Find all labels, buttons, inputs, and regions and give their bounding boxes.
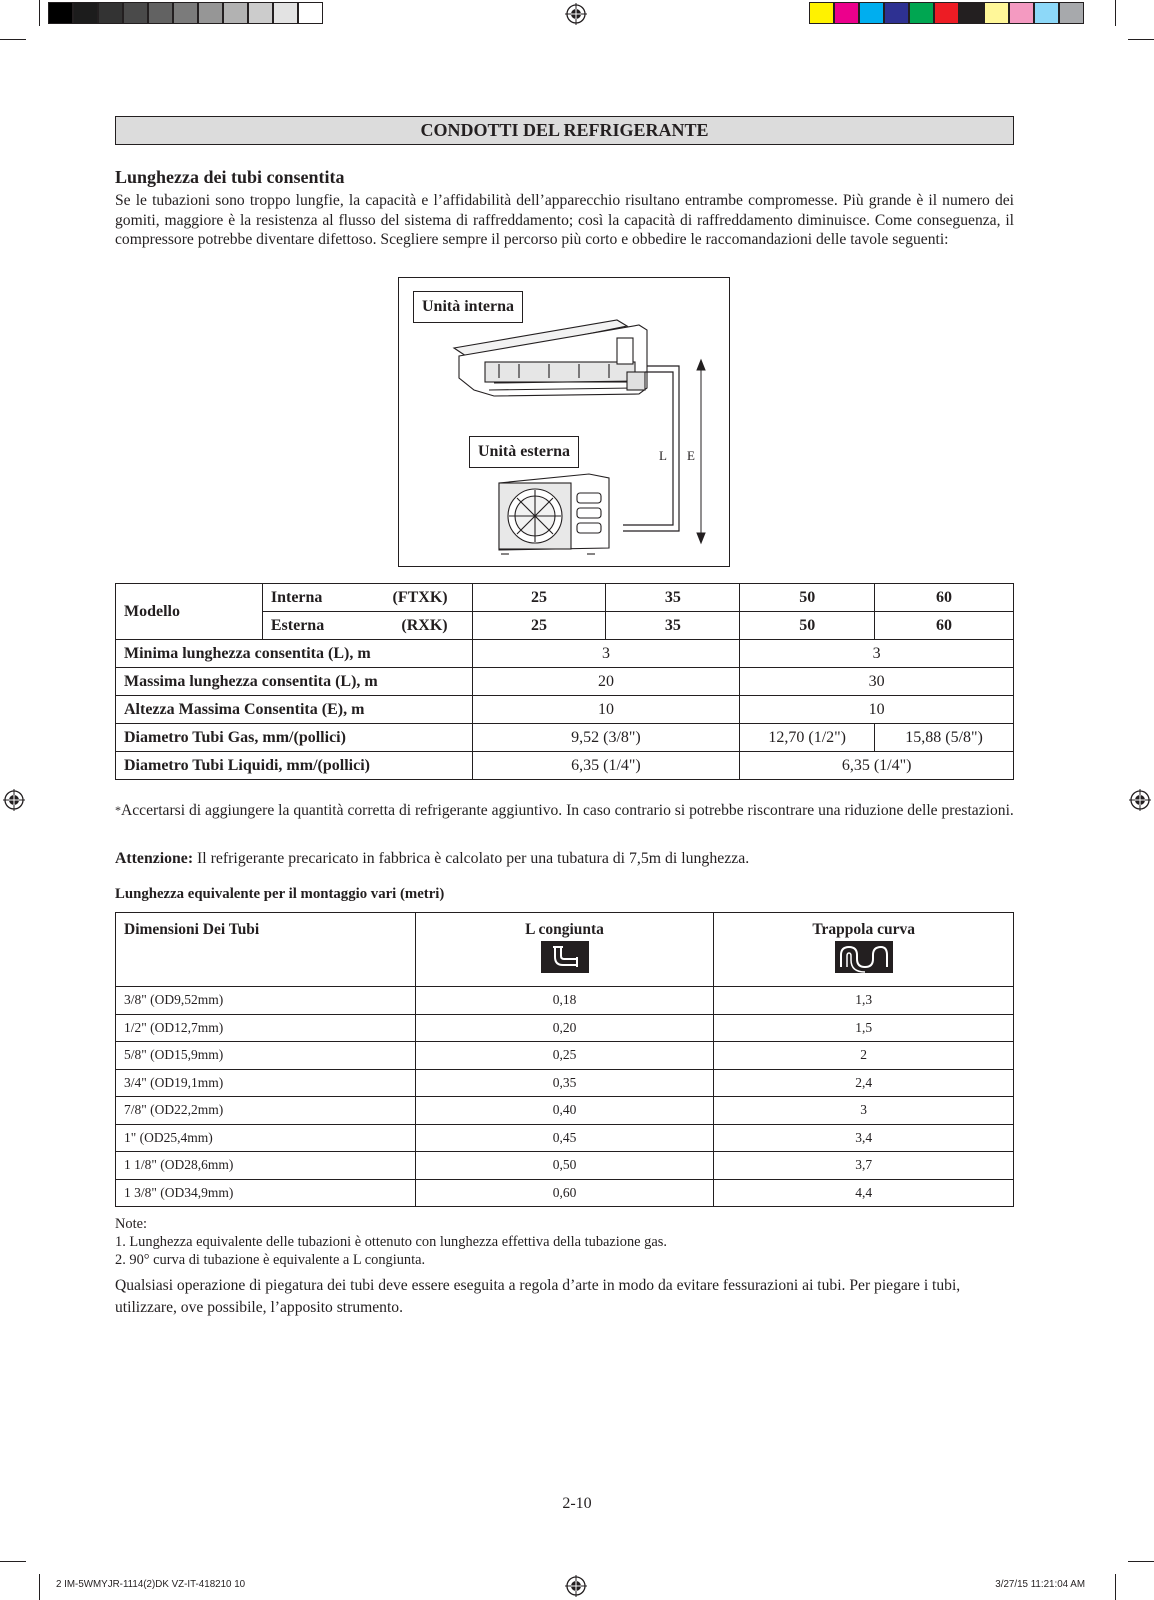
table-header-row (116, 913, 1014, 987)
value-cell: 3 (740, 640, 1014, 668)
attention-label: Attenzione: (115, 850, 194, 867)
section-heading: Lunghezza dei tubi consentita (115, 167, 345, 187)
table-row (116, 724, 1014, 752)
column-header-label: L congiunta (525, 921, 604, 938)
outdoor-label: Esterna (270, 616, 325, 634)
page-number: 2-10 (562, 1495, 592, 1512)
color-swatch (834, 2, 859, 24)
gray-swatch (223, 2, 248, 24)
table-row (116, 1124, 1014, 1152)
indoor-unit-illustration (454, 320, 647, 396)
size-cell: 25 (472, 584, 606, 612)
l-joint-value: 0,50 (415, 1152, 714, 1180)
outdoor-unit-label: Unità esterna (469, 436, 579, 468)
note-item: 2. 90° curva di tubazione è equivalente a L congiunta. (115, 1252, 426, 1268)
pipe-size-cell: 1/2" (OD12,7mm) (116, 1014, 416, 1042)
trap-bend-value: 3,7 (714, 1152, 1014, 1180)
l-joint-value: 0,45 (415, 1124, 714, 1152)
footer-timestamp: 3/27/15 11:21:04 AM (995, 1579, 1085, 1590)
value-cell: 10 (740, 696, 1014, 724)
gray-swatch (273, 2, 298, 24)
length-label: L (659, 448, 667, 463)
pipe-size-cell: 1" (OD25,4mm) (116, 1124, 416, 1152)
value-cell: 6,35 (1/4") (740, 752, 1014, 780)
outdoor-unit-illustration (499, 474, 609, 554)
value-cell: 6,35 (1/4") (472, 752, 740, 780)
asterisk-note: *Accertarsi di aggiungere la quantità corretta di refrigerante aggiuntivo. In caso contrario si potrebbe riscontrare una riduzione delle prestazioni. (115, 802, 1014, 819)
color-swatch (909, 2, 934, 24)
size-cell: 35 (606, 584, 740, 612)
trap-bend-value: 3 (714, 1097, 1014, 1125)
section-body: Se le tubazioni sono troppo lungfie, la capacità e l’affidabilità dell’apparecchio risultano entrambe compromesse. Più grande è il numero dei gomiti, maggiore è la resistenza al flusso del sistema di raffreddamento; così la capacità di raffreddamento diminuisce. Come conseguenza, il compressore potrebbe diventare difettoso. Scegliere sempre il percorso più corto e obbedire le raccomandazioni delle tavole seguenti: (115, 192, 1014, 249)
pipe-size-cell: 3/4" (OD19,1mm) (116, 1069, 416, 1097)
pipe-size-cell: 1 1/8" (OD28,6mm) (116, 1152, 416, 1180)
model-label: Modello (116, 584, 263, 640)
outdoor-code: (RXK) (401, 616, 448, 634)
color-swatch (1009, 2, 1034, 24)
gray-swatch (148, 2, 173, 24)
final-paragraph: Qualsiasi operazione di piegatura dei tubi deve essere eseguita a regola d’arte in modo da evitare fessurazioni ai tubi. Per piegare i tubi, utilizzare, ove possibile, l’apposito strumento. (115, 1277, 961, 1316)
color-swatch (859, 2, 884, 24)
page-title: CONDOTTI DEL REFRIGERANTE (115, 116, 1014, 145)
value-cell: 9,52 (3/8") (472, 724, 740, 752)
pipe-size-cell: 7/8" (OD22,2mm) (116, 1097, 416, 1125)
pipe-size-cell: 5/8" (OD15,9mm) (116, 1042, 416, 1070)
crop-mark (39, 0, 40, 26)
indoor-model-cell (262, 584, 472, 612)
table-row (116, 1042, 1014, 1070)
trap-bend-value: 1,5 (714, 1014, 1014, 1042)
value-cell: 20 (472, 668, 740, 696)
size-cell: 50 (740, 612, 875, 640)
table-row (116, 696, 1014, 724)
equivalent-length-title: Lunghezza equivalente per il montaggio vari (metri) (115, 886, 445, 902)
color-swatch (959, 2, 984, 24)
value-cell: 3 (472, 640, 740, 668)
table-row (116, 752, 1014, 780)
trap-bend-value: 1,3 (714, 987, 1014, 1015)
spec-table (115, 583, 1014, 780)
indoor-unit-label: Unità interna (413, 291, 523, 323)
gray-swatch (198, 2, 223, 24)
crop-mark (1115, 0, 1116, 26)
row-label: Altezza Massima Consentita (E), m (116, 696, 473, 724)
color-swatch (934, 2, 959, 24)
installation-diagram (398, 277, 730, 567)
crop-mark (39, 1574, 40, 1600)
gray-swatch (73, 2, 98, 24)
table-row (116, 1179, 1014, 1207)
height-label: E (687, 448, 695, 463)
note-item: 1. Lunghezza equivalente delle tubazioni è ottenuto con lunghezza effettiva della tubazione gas. (115, 1234, 667, 1250)
color-swatch (1034, 2, 1059, 24)
color-swatch (984, 2, 1009, 24)
registration-mark-icon (3, 789, 25, 811)
footer-file-info: 2 IM-5WMYJR-1114(2)DK VZ-IT-418210 10 (56, 1579, 246, 1590)
crop-mark (0, 39, 26, 40)
value-cell: 10 (472, 696, 740, 724)
indoor-label: Interna (270, 588, 323, 606)
trap-bend-value: 3,4 (714, 1124, 1014, 1152)
size-cell: 50 (740, 584, 875, 612)
color-swatch (809, 2, 834, 24)
table-row (116, 584, 1014, 612)
crop-mark (1128, 1561, 1154, 1562)
gray-swatch (173, 2, 198, 24)
value-cell: 30 (740, 668, 1014, 696)
gray-swatch (298, 2, 323, 24)
pipe-size-cell: 3/8" (OD9,52mm) (116, 987, 416, 1015)
equivalent-length-table (115, 912, 1014, 1207)
attention-note (115, 850, 749, 868)
gray-swatch (48, 2, 73, 24)
table-row (116, 1152, 1014, 1180)
l-joint-value: 0,60 (415, 1179, 714, 1207)
size-cell: 60 (875, 612, 1014, 640)
trap-bend-value: 4,4 (714, 1179, 1014, 1207)
crop-mark (1128, 39, 1154, 40)
trap-bend-icon (835, 941, 893, 973)
gray-swatch (248, 2, 273, 24)
notes-block (115, 1215, 1014, 1269)
table-row (116, 640, 1014, 668)
column-header-label: Dimensioni Dei Tubi (124, 921, 260, 938)
size-cell: 35 (606, 612, 740, 640)
column-header-l-joint (415, 913, 714, 987)
row-label: Diametro Tubi Gas, mm/(pollici) (116, 724, 473, 752)
row-label: Minima lunghezza consentita (L), m (116, 640, 473, 668)
gray-swatch (98, 2, 123, 24)
trap-bend-value: 2 (714, 1042, 1014, 1070)
registration-mark-icon (565, 1575, 587, 1597)
registration-mark-icon (1129, 789, 1151, 811)
l-joint-value: 0,20 (415, 1014, 714, 1042)
color-swatch (1059, 2, 1084, 24)
row-label: Massima lunghezza consentita (L), m (116, 668, 473, 696)
crop-mark (0, 1561, 26, 1562)
pipe-size-cell: 1 3/8" (OD34,9mm) (116, 1179, 416, 1207)
column-header-label: Trappola curva (812, 921, 915, 938)
column-header-pipe-size (116, 913, 416, 987)
l-joint-value: 0,40 (415, 1097, 714, 1125)
size-cell: 60 (875, 584, 1014, 612)
registration-mark-icon (565, 3, 587, 25)
trap-bend-value: 2,4 (714, 1069, 1014, 1097)
l-joint-icon (541, 941, 589, 973)
table-row (116, 1014, 1014, 1042)
table-row (116, 668, 1014, 696)
l-joint-value: 0,35 (415, 1069, 714, 1097)
asterisk-note-text: Accertarsi di aggiungere la quantità corretta di refrigerante aggiuntivo. In caso contrario si potrebbe riscontrare una riduzione delle prestazioni. (121, 802, 1014, 819)
color-swatch (884, 2, 909, 24)
crop-mark (1115, 1574, 1116, 1600)
table-row (116, 1069, 1014, 1097)
gray-swatch (123, 2, 148, 24)
table-row (116, 987, 1014, 1015)
l-joint-value: 0,25 (415, 1042, 714, 1070)
size-cell: 25 (472, 612, 606, 640)
notes-heading: Note: (115, 1216, 147, 1232)
l-joint-value: 0,18 (415, 987, 714, 1015)
height-dimension-line (697, 360, 705, 543)
indoor-code: (FTXK) (392, 588, 448, 606)
table-row (116, 1097, 1014, 1125)
value-cell: 15,88 (5/8") (875, 724, 1014, 752)
row-label: Diametro Tubi Liquidi, mm/(pollici) (116, 752, 473, 780)
outdoor-model-cell (262, 612, 472, 640)
value-cell: 12,70 (1/2") (740, 724, 875, 752)
column-header-trap-bend (714, 913, 1014, 987)
attention-text: Il refrigerante precaricato in fabbrica è calcolato per una tubatura di 7,5m di lunghezza. (193, 850, 750, 867)
